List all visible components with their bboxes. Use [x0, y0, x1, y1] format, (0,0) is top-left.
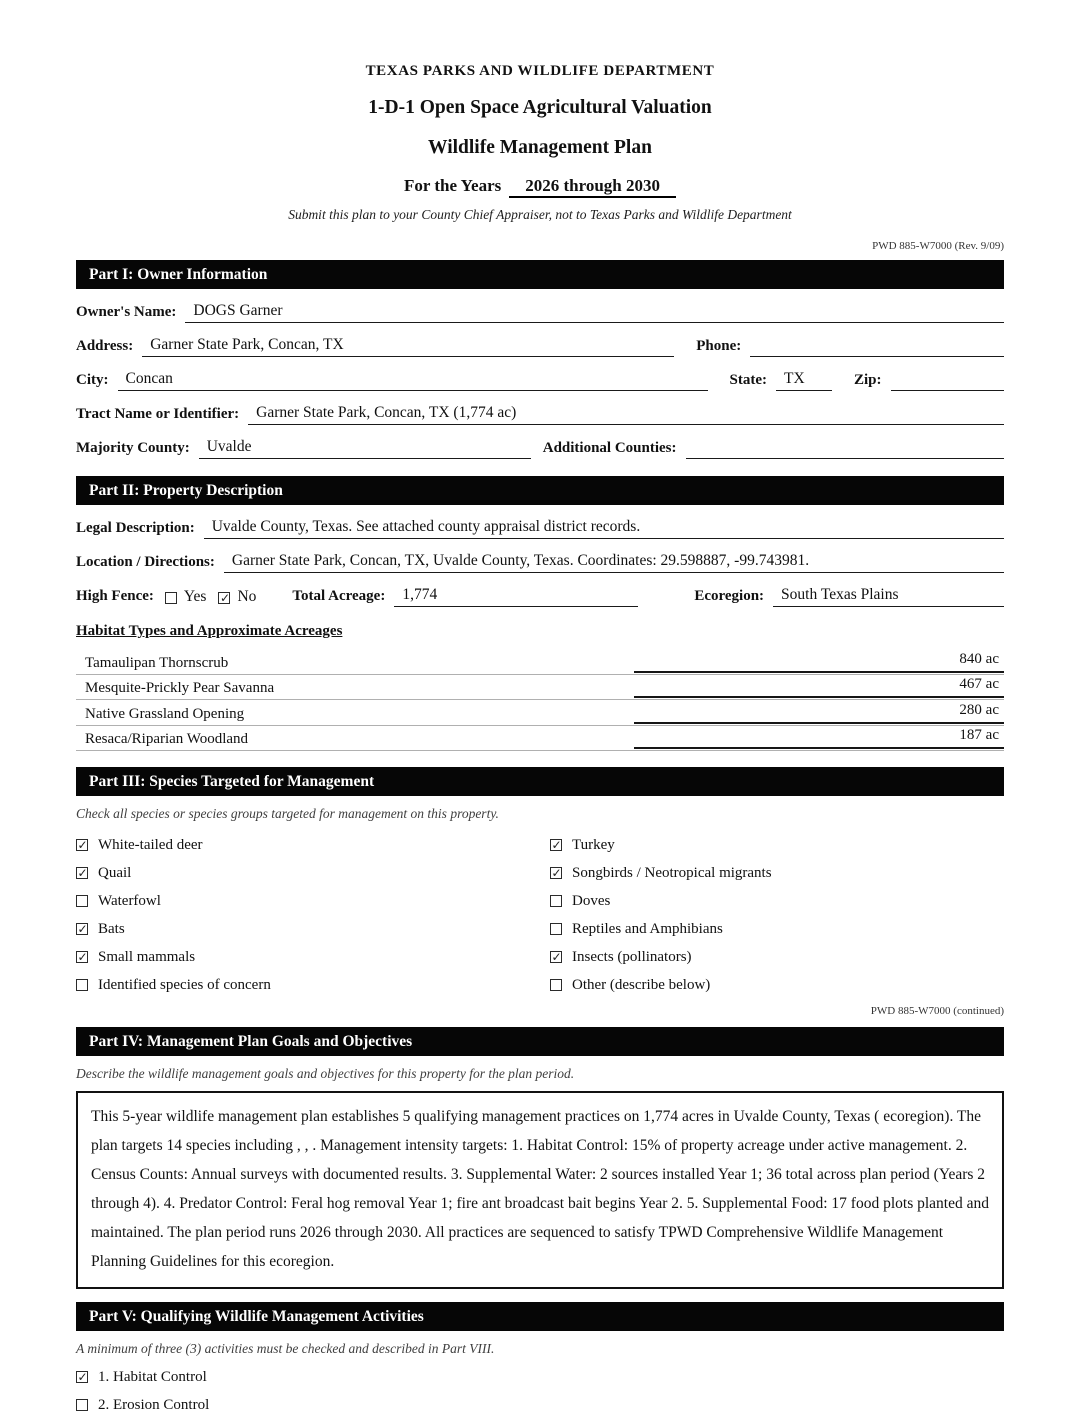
checkbox-icon[interactable] — [550, 895, 562, 907]
part3-heading: Part III: Species Targeted for Management — [76, 767, 1004, 796]
legal-description-row — [76, 516, 1004, 539]
activity-label: 1. Habitat Control — [98, 1368, 207, 1385]
part3-instruction: Check all species or species groups targeted for management on this property. — [76, 806, 499, 821]
checkbox-icon[interactable] — [550, 923, 562, 935]
checkbox-icon[interactable] — [550, 979, 562, 991]
owner-name-label: Owner's Name: — [76, 304, 177, 320]
majority-county-field[interactable]: Uvalde — [199, 436, 531, 459]
activity-label: 2. Erosion Control — [98, 1396, 210, 1413]
county-row — [76, 436, 1004, 459]
species-checkbox-item[interactable] — [76, 893, 550, 909]
checkbox-icon[interactable] — [76, 867, 88, 879]
habitat-acreage-field[interactable]: 840 ac — [634, 649, 1004, 673]
city-state-zip-row — [76, 368, 1004, 391]
species-label: Songbirds / Neotropical migrants — [572, 864, 772, 881]
owner-name-field[interactable]: DOGS Garner — [185, 300, 1004, 323]
total-acreage-field[interactable]: 1,774 — [394, 584, 638, 607]
majority-county-label: Majority County: — [76, 440, 190, 456]
checkbox-icon[interactable] — [76, 1371, 88, 1383]
species-label: Insects (pollinators) — [572, 948, 692, 965]
checkbox-icon[interactable] — [76, 839, 88, 851]
checkbox-icon[interactable] — [76, 979, 88, 991]
location-label: Location / Directions: — [76, 554, 215, 570]
goals-objectives-textarea[interactable]: This 5-year wildlife management plan establishes 5 qualifying management practices on 1,774 acres in Uvalde County, Texas ( ecoregion). The plan targets 14 species including , , . Management intensity targets: 1. Habitat Control: 15% of property acreage under active management. 2. Census Counts: Annual surveys with documented results. 3. Supplemental Water: 2 sources installed Year 1; 36 total across plan period (Years 2 through 4). 4. Predator Control: Feral hog removal Year 1; fire ant broadcast bait begins Year 2. 5. Supplemental Food: 17 food plots planted and maintained. The plan period runs 2026 through 2030. All practices are sequenced to satisfy TPWD Comprehensive Wildlife Management Planning Guidelines for this ecoregion. — [76, 1091, 1004, 1289]
form-header — [76, 0, 1004, 223]
years-value-field[interactable]: 2026 through 2030 — [509, 176, 676, 198]
habitat-name: Tamaulipan Thornscrub — [85, 654, 229, 671]
activities-list — [76, 1369, 1004, 1413]
high-fence-no-checkbox[interactable] — [218, 592, 230, 604]
species-checkbox-item[interactable] — [76, 977, 550, 993]
address-label: Address: — [76, 338, 134, 354]
species-label: Small mammals — [98, 948, 196, 965]
habitat-row — [76, 649, 1004, 675]
form-title-line1: 1-D-1 Open Space Agricultural Valuation — [368, 97, 712, 118]
species-checkbox-item[interactable] — [550, 837, 1004, 853]
fence-acreage-ecoregion-row — [76, 584, 1004, 607]
species-checkbox-item[interactable] — [76, 865, 550, 881]
high-fence-yes-label: Yes — [183, 588, 207, 605]
species-label: Turkey — [572, 836, 615, 853]
part5-heading: Part V: Qualifying Wildlife Management Activities — [76, 1302, 1004, 1331]
state-label: State: — [729, 372, 767, 388]
species-checkbox-item[interactable] — [550, 949, 1004, 965]
location-field[interactable]: Garner State Park, Concan, TX, Uvalde County, Texas. Coordinates: 29.598887, -99.743981. — [224, 550, 1004, 573]
habitat-row — [76, 700, 1004, 726]
species-column-left — [76, 825, 550, 993]
species-checkbox-item[interactable] — [76, 921, 550, 937]
checkbox-icon[interactable] — [76, 951, 88, 963]
plan-years-line — [76, 176, 1004, 196]
species-checkbox-item[interactable] — [550, 977, 1004, 993]
phone-field[interactable] — [750, 355, 1004, 357]
city-field[interactable]: Concan — [118, 368, 708, 391]
habitat-types-heading: Habitat Types and Approximate Acreages — [76, 623, 343, 639]
legal-description-label: Legal Description: — [76, 520, 195, 536]
tract-field[interactable]: Garner State Park, Concan, TX (1,774 ac) — [248, 402, 1004, 425]
part4-heading: Part IV: Management Plan Goals and Objectives — [76, 1027, 1004, 1056]
checkbox-icon[interactable] — [76, 923, 88, 935]
activity-checkbox-item[interactable] — [76, 1397, 1004, 1413]
additional-counties-field[interactable] — [686, 457, 1004, 459]
checkbox-icon[interactable] — [76, 895, 88, 907]
species-columns — [76, 825, 1004, 993]
part5-instruction: A minimum of three (3) activities must be checked and described in Part VIII. — [76, 1341, 495, 1356]
habitat-acreage-field[interactable]: 467 ac — [634, 674, 1004, 698]
years-label: For the Years — [403, 176, 502, 195]
species-label: Quail — [98, 864, 132, 881]
form-title-line2: Wildlife Management Plan — [428, 137, 652, 158]
zip-label: Zip: — [854, 372, 882, 388]
owner-name-row — [76, 300, 1004, 323]
habitat-table — [76, 649, 1004, 751]
species-checkbox-item[interactable] — [550, 921, 1004, 937]
address-field[interactable]: Garner State Park, Concan, TX — [142, 334, 674, 357]
part1-heading: Part I: Owner Information — [76, 260, 1004, 289]
submit-instruction: Submit this plan to your County Chief Appraiser, not to Texas Parks and Wildlife Department — [288, 207, 792, 222]
species-column-right — [550, 825, 1004, 993]
species-label: Doves — [572, 892, 611, 909]
checkbox-icon[interactable] — [76, 1399, 88, 1411]
additional-counties-label: Additional Counties: — [542, 440, 677, 456]
habitat-name: Mesquite-Prickly Pear Savanna — [85, 680, 275, 696]
total-acreage-label: Total Acreage: — [292, 588, 386, 604]
species-label: White-tailed deer — [98, 836, 203, 853]
zip-field[interactable] — [891, 389, 1004, 391]
species-label: Identified species of concern — [98, 976, 271, 993]
high-fence-yes-checkbox[interactable] — [165, 592, 177, 604]
species-checkbox-item[interactable] — [550, 893, 1004, 909]
form-number: PWD 885-W7000 (Rev. 9/09) — [872, 240, 1004, 252]
high-fence-no-label: No — [237, 588, 257, 605]
tract-label: Tract Name or Identifier: — [76, 406, 240, 422]
habitat-name: Native Grassland Opening — [85, 705, 245, 722]
species-checkbox-item[interactable] — [76, 949, 550, 965]
phone-label: Phone: — [696, 338, 742, 354]
part2-heading: Part II: Property Description — [76, 476, 1004, 505]
checkbox-icon[interactable] — [550, 839, 562, 851]
tract-row — [76, 402, 1004, 425]
habitat-name: Resaca/Riparian Woodland — [85, 731, 249, 747]
species-label: Bats — [98, 920, 125, 937]
legal-description-field[interactable]: Uvalde County, Texas. See attached county appraisal district records. — [204, 516, 1004, 539]
high-fence-label: High Fence: — [76, 588, 154, 604]
location-row — [76, 550, 1004, 573]
activity-checkbox-item[interactable] — [76, 1369, 1004, 1385]
state-field[interactable]: TX — [776, 368, 832, 391]
species-label: Waterfowl — [98, 892, 161, 909]
habitat-row — [76, 726, 1004, 752]
part4-instruction: Describe the wildlife management goals and objectives for this property for the plan period. — [76, 1066, 575, 1081]
city-label: City: — [76, 372, 109, 388]
habitat-acreage-field[interactable]: 280 ac — [634, 700, 1004, 724]
checkbox-icon[interactable] — [550, 867, 562, 879]
habitat-acreage-field[interactable]: 187 ac — [634, 725, 1004, 749]
address-row — [76, 334, 1004, 357]
form-number-continued: PWD 885-W7000 (continued) — [870, 1005, 1004, 1017]
species-checkbox-item[interactable] — [76, 837, 550, 853]
ecoregion-field[interactable]: South Texas Plains — [773, 584, 1004, 607]
species-label: Reptiles and Amphibians — [572, 920, 723, 937]
agency-name: TEXAS PARKS AND WILDLIFE DEPARTMENT — [365, 63, 715, 79]
checkbox-icon[interactable] — [550, 951, 562, 963]
habitat-row — [76, 675, 1004, 701]
species-checkbox-item[interactable] — [550, 865, 1004, 881]
ecoregion-label: Ecoregion: — [694, 588, 765, 604]
species-label: Other (describe below) — [572, 976, 711, 993]
